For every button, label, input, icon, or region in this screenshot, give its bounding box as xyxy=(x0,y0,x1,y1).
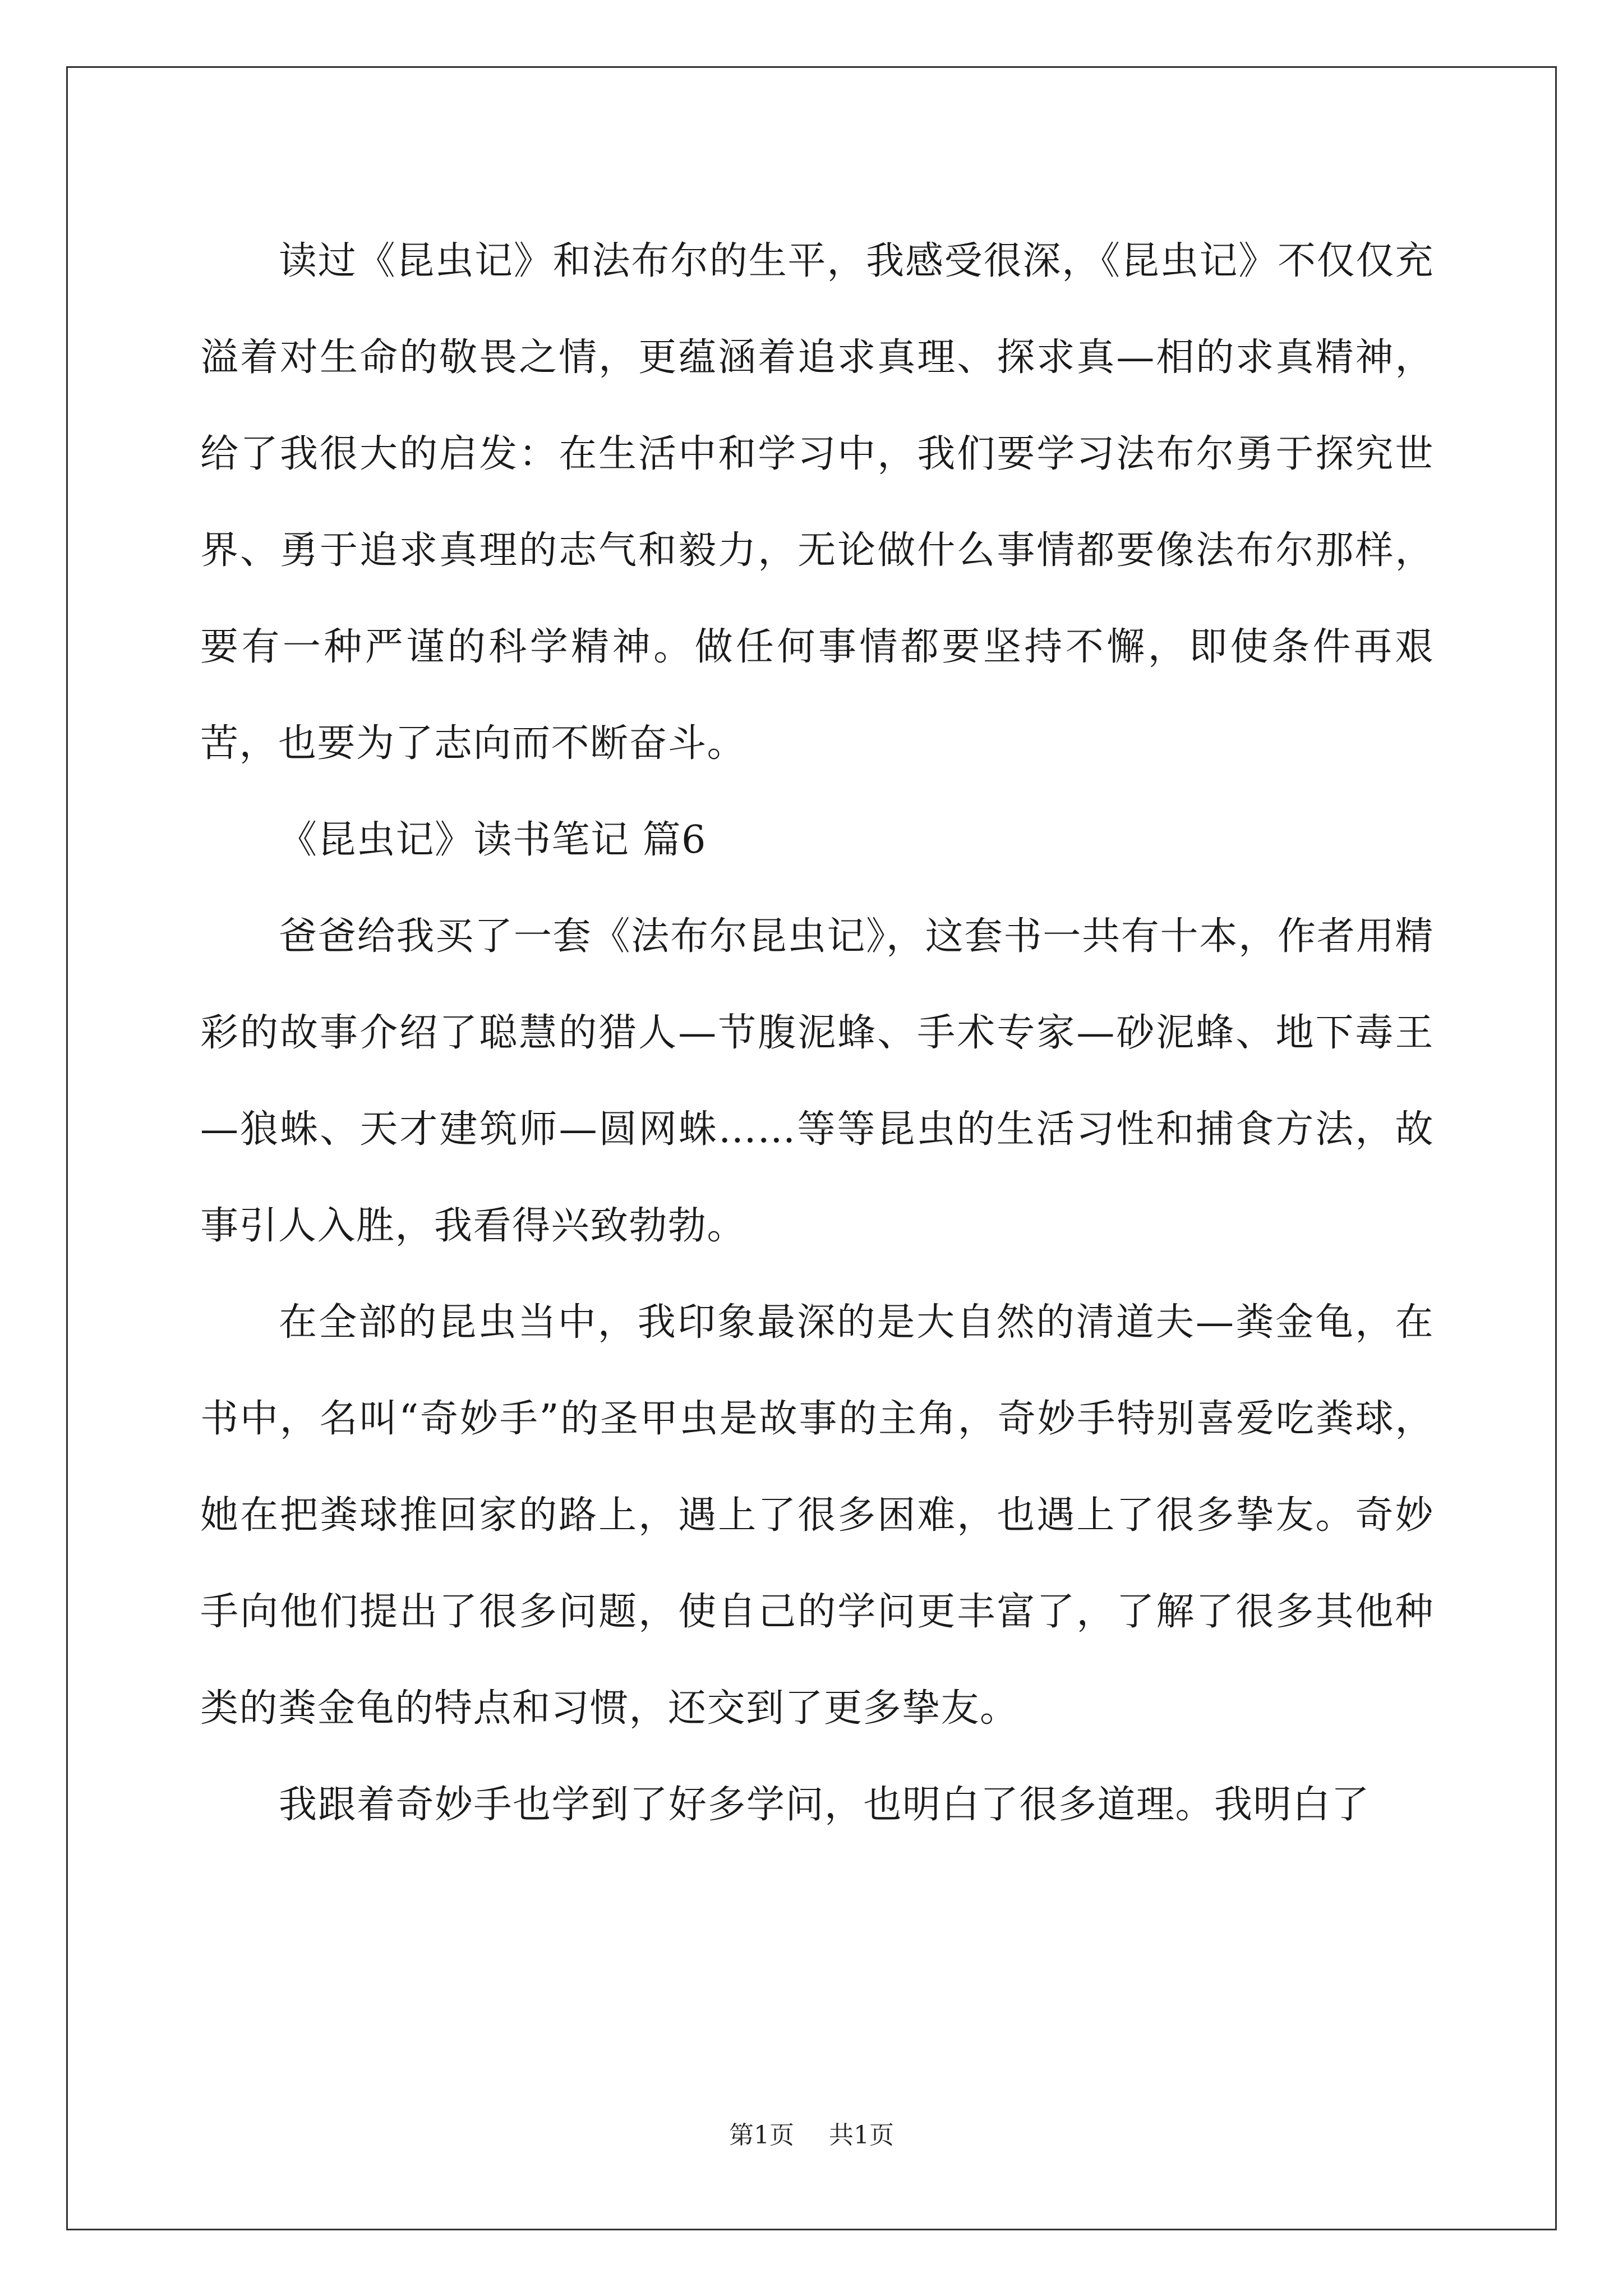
paragraph: 爸爸给我买了一套《法布尔昆虫记》，这套书一共有十本，作者用精彩的故事介绍了聪慧的猎人—节腹泥蜂、手术专家—砂泥蜂、地下毒王—狼蛛、天才建筑师—圆网蛛……等等昆虫的生活习性和捕食方法，故事引人入胜，我看得兴致勃勃。 xyxy=(200,914,1434,1248)
page-number: 第1页 xyxy=(729,2121,794,2150)
page-footer xyxy=(0,2115,1623,2151)
document-body xyxy=(200,213,1434,1853)
paragraph: 在全部的昆虫当中，我印象最深的是大自然的清道夫—粪金龟，在书中，名叫“奇妙手”的圣甲虫是故事的主角，奇妙手特别喜爱吃粪球，她在把粪球推回家的路上，遇上了很多困难，也遇上了很多挚友。奇妙手向他们提出了很多问题，使自己的学问更丰富了，了解了很多其他种类的粪金龟的特点和习惯，还交到了更多挚友。 xyxy=(200,1300,1434,1731)
paragraph: 读过《昆虫记》和法布尔的生平，我感受很深，《昆虫记》不仅仅充溢着对生命的敬畏之情，更蕴涵着追求真理、探求真—相的求真精神，给了我很大的启发：在生活中和学习中，我们要学习法布尔勇于探究世界、勇于追求真理的志气和毅力，无论做什么事情都要像法布尔那样，要有一种严谨的科学精神。做任何事情都要坚持不懈，即使条件再艰苦，也要为了志向而不断奋斗。 xyxy=(200,239,1434,766)
paragraph: 我跟着奇妙手也学到了好多学问，也明白了很多道理。我明白了 xyxy=(279,1783,1371,1827)
page-total: 共1页 xyxy=(829,2121,894,2150)
section-heading: 《昆虫记》读书笔记 篇6 xyxy=(279,818,707,862)
